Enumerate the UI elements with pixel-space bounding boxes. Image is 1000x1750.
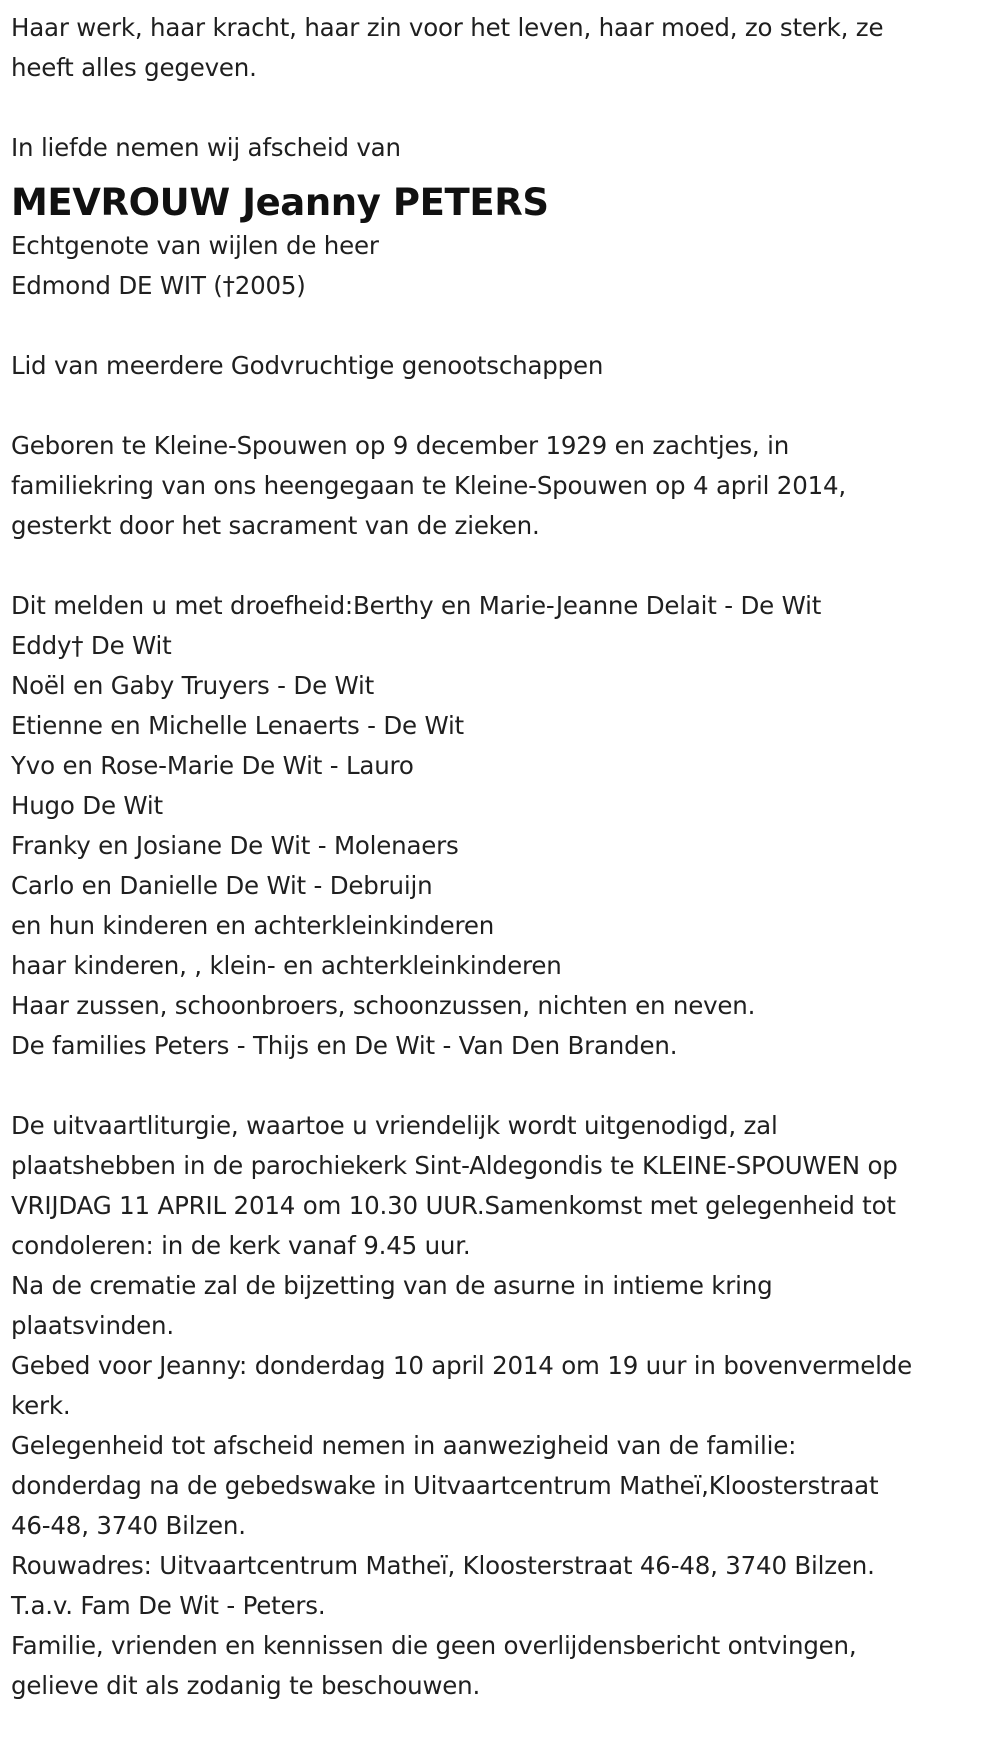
birth-death-section bbox=[11, 426, 989, 546]
arrangement-line: VRIJDAG 11 APRIL 2014 om 10.30 UUR.Samenkomst met gelegenheid tot bbox=[11, 1191, 896, 1220]
arrangement-line: Na de crematie zal de bijzetting van de asurne in intieme kring bbox=[11, 1271, 773, 1300]
mourner-line: Eddy† De Wit bbox=[11, 631, 172, 660]
mourner-line: Carlo en Danielle De Wit - Debruijn bbox=[11, 871, 433, 900]
birth-death-line: Geboren te Kleine-Spouwen op 9 december 1929 en zachtjes, in bbox=[11, 431, 790, 460]
mourner-line: De families Peters - Thijs en De Wit - Van Den Branden. bbox=[11, 1031, 678, 1060]
arrangement-line: 46-48, 3740 Bilzen. bbox=[11, 1511, 246, 1540]
arrangement-line: donderdag na de gebedswake in Uitvaartcentrum Matheï,Kloosterstraat bbox=[11, 1471, 879, 1500]
mourner-line: Etienne en Michelle Lenaerts - De Wit bbox=[11, 711, 464, 740]
arrangements-section bbox=[11, 1106, 989, 1706]
spacer bbox=[11, 306, 989, 346]
arrangement-line: Rouwadres: Uitvaartcentrum Matheï, Kloosterstraat 46-48, 3740 Bilzen. bbox=[11, 1551, 875, 1580]
arrangement-line: T.a.v. Fam De Wit - Peters. bbox=[11, 1591, 326, 1620]
mourner-line: en hun kinderen en achterkleinkinderen bbox=[11, 911, 495, 940]
arrangement-line: Gebed voor Jeanny: donderdag 10 april 2014 om 19 uur in bovenvermelde bbox=[11, 1351, 912, 1380]
arrangement-line: kerk. bbox=[11, 1391, 71, 1420]
mourner-line: haar kinderen, , klein- en achterkleinkinderen bbox=[11, 951, 562, 980]
membership-line: Lid van meerdere Godvruchtige genootschappen bbox=[11, 351, 604, 380]
arrangement-line: Familie, vrienden en kennissen die geen overlijdensbericht ontvingen, bbox=[11, 1631, 857, 1660]
arrangement-line: Gelegenheid tot afscheid nemen in aanwezigheid van de familie: bbox=[11, 1431, 797, 1460]
spacer bbox=[11, 1066, 989, 1106]
spacer bbox=[11, 88, 989, 128]
mourners-section bbox=[11, 586, 989, 1066]
birth-death-line: gesterkt door het sacrament van de zieken. bbox=[11, 511, 540, 540]
deceased-name: MEVROUW Jeanny PETERS bbox=[11, 181, 549, 224]
arrangement-line: plaatsvinden. bbox=[11, 1311, 174, 1340]
intro-line: Haar werk, haar kracht, haar zin voor het leven, haar moed, zo sterk, ze bbox=[11, 13, 884, 42]
farewell-line: In liefde nemen wij afscheid van bbox=[11, 133, 401, 162]
spouse-line: Edmond DE WIT (†2005) bbox=[11, 271, 306, 300]
spouse-line: Echtgenote van wijlen de heer bbox=[11, 231, 379, 260]
arrangement-line: De uitvaartliturgie, waartoe u vriendelijk wordt uitgenodigd, zal bbox=[11, 1111, 778, 1140]
mourner-line: Dit melden u met droefheid:Berthy en Marie-Jeanne Delait - De Wit bbox=[11, 591, 822, 620]
intro-line: heeft alles gegeven. bbox=[11, 53, 257, 82]
mourner-line: Hugo De Wit bbox=[11, 791, 163, 820]
arrangement-line: plaatshebben in de parochiekerk Sint-Aldegondis te KLEINE-SPOUWEN op bbox=[11, 1151, 898, 1180]
mourner-line: Noël en Gaby Truyers - De Wit bbox=[11, 671, 375, 700]
spacer bbox=[11, 168, 989, 178]
arrangement-line: gelieve dit als zodanig te beschouwen. bbox=[11, 1671, 481, 1700]
deceased-section bbox=[11, 180, 989, 306]
arrangement-line: condoleren: in de kerk vanaf 9.45 uur. bbox=[11, 1231, 471, 1260]
birth-death-line: familiekring van ons heengegaan te Kleine-Spouwen op 4 april 2014, bbox=[11, 471, 846, 500]
spacer bbox=[11, 386, 989, 426]
intro-section bbox=[11, 8, 989, 168]
mourner-line: Haar zussen, schoonbroers, schoonzussen, nichten en neven. bbox=[11, 991, 756, 1020]
mourner-line: Yvo en Rose-Marie De Wit - Lauro bbox=[11, 751, 414, 780]
spacer bbox=[11, 546, 989, 586]
mourner-line: Franky en Josiane De Wit - Molenaers bbox=[11, 831, 459, 860]
